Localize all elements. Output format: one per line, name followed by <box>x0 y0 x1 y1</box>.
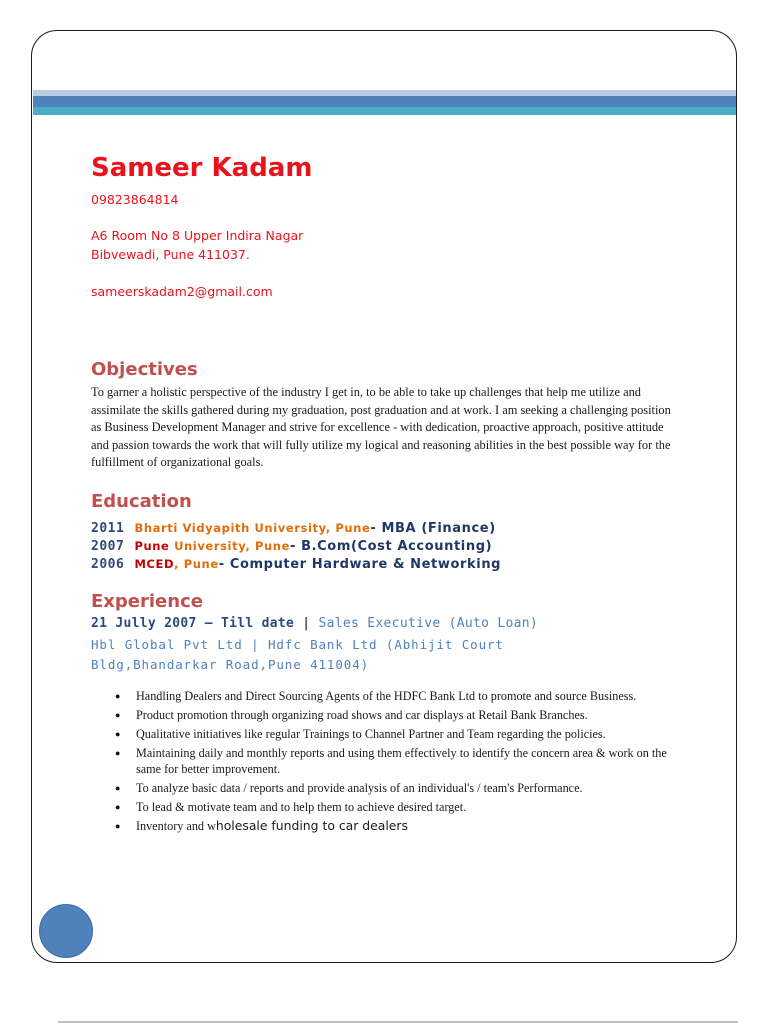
address-line-2: Bibvewadi, Pune 411037. <box>91 247 250 262</box>
experience-company: Hbl Global Pvt Ltd | Hdfc Bank Ltd (Abhijit Court Bldg,Bhandarkar Road,Pune 411004) <box>91 637 504 672</box>
experience-role: Sales Executive (Auto Loan) <box>318 616 538 631</box>
duty-item <box>91 799 681 815</box>
duty-text: To analyze basic data / reports and provide analysis of an individual's / team's Performance. <box>136 781 583 795</box>
duty-item <box>91 745 681 777</box>
duty-text: To lead & motivate team and to help them to achieve desired target. <box>136 800 467 814</box>
education-row <box>91 535 492 554</box>
education-heading: Education <box>91 491 192 512</box>
experience-date: 21 Jully 2007 – Till date | <box>91 616 319 631</box>
bullet-icon: ● <box>115 748 121 758</box>
education-institution-b: University, Pune <box>169 539 290 553</box>
education-separator: - <box>289 539 302 554</box>
address-line-1: A6 Room No 8 Upper Indira Nagar <box>91 228 304 243</box>
header-stripe-blue <box>33 96 736 107</box>
education-degree: Computer Hardware & Networking <box>229 557 502 572</box>
bullet-icon: ● <box>115 710 121 720</box>
education-institution-b: , Pune <box>174 557 219 571</box>
education-institution-a: MCED <box>134 557 175 571</box>
email-address: sameerskadam2@gmail.com <box>91 284 273 299</box>
duty-text-b: holesale funding to car dealers <box>215 818 408 833</box>
decorative-circle <box>39 904 93 958</box>
duty-text: Product promotion through organizing road shows and car displays at Retail Bank Branches. <box>136 708 588 722</box>
education-institution: Bharti Vidyapith University, Pune <box>134 521 371 535</box>
phone-number: 09823864814 <box>91 192 179 207</box>
duty-text: Qualitative initiatives like regular Trainings to Channel Partner and Team regarding the policies. <box>136 727 606 741</box>
education-institution-a: Pune <box>134 539 170 553</box>
duty-text: Handling Dealers and Direct Sourcing Agents of the HDFC Bank Ltd to promote and source Business. <box>136 689 637 703</box>
bullet-icon: ● <box>115 729 121 739</box>
education-row <box>91 553 501 572</box>
objectives-text: To garner a holistic perspective of the industry I get in, to be able to take up challenges that help me utilize and assimilate the skills gathered during my graduation, post graduation and at work. I am seeking a challenging position as Business Development Manager and strive for excellence - with dedication, proactive approach, positive attitude and passion towards the work that will fully utilize my logical and reasoning abilities in the best possible way for the fulfillment of organizational goals. <box>91 385 671 469</box>
bullet-icon: ● <box>115 691 121 701</box>
education-separator: - <box>370 521 382 536</box>
education-year: 2006 <box>91 557 125 572</box>
experience-date-line <box>91 616 538 631</box>
duties-list <box>91 688 681 837</box>
education-year: 2011 <box>91 521 125 536</box>
bullet-icon: ● <box>115 783 121 793</box>
duty-text-a: Inventory and w <box>136 819 216 833</box>
duty-item <box>91 818 681 834</box>
education-degree: MBA (Finance) <box>381 521 496 536</box>
bullet-icon: ● <box>115 802 121 812</box>
bullet-icon: ● <box>115 821 121 831</box>
duty-item <box>91 726 681 742</box>
duty-text: Maintaining daily and monthly reports and using them effectively to identify the concern area & work on the same for better improvement. <box>136 746 667 776</box>
objectives-heading: Objectives <box>91 359 198 380</box>
experience-heading: Experience <box>91 591 203 612</box>
candidate-name: Sameer Kadam <box>91 153 313 183</box>
duty-item <box>91 688 681 704</box>
header-stripe-teal <box>33 107 736 115</box>
education-degree: B.Com(Cost Accounting) <box>301 539 493 554</box>
page-bottom-rule <box>58 1021 738 1023</box>
education-row <box>91 517 496 536</box>
education-year: 2007 <box>91 539 125 554</box>
duty-item <box>91 707 681 723</box>
duty-item <box>91 780 681 796</box>
education-separator: - <box>218 557 230 572</box>
